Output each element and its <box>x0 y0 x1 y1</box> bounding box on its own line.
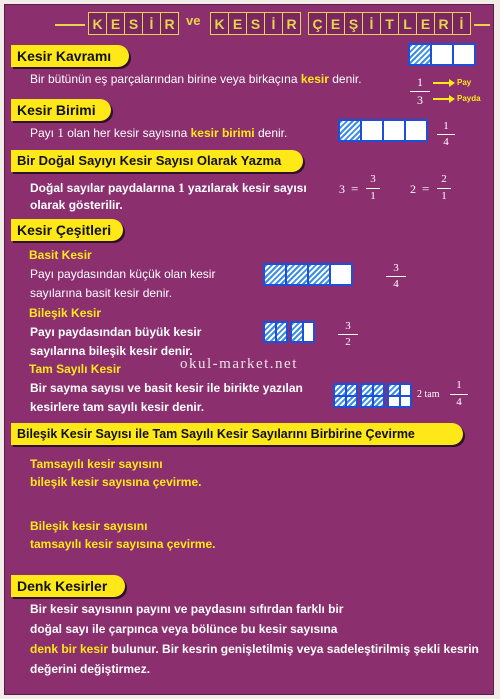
model-cell-filled <box>285 263 309 286</box>
title-letter: S <box>246 12 265 35</box>
fraction-model-bilesik <box>263 321 315 343</box>
model-whole-square <box>333 383 358 408</box>
model-whole-square <box>360 383 385 408</box>
model-divider <box>275 323 277 341</box>
model-cell-empty <box>360 119 384 142</box>
model-quarter-filled <box>389 385 399 395</box>
tam-sayili-text-line1: Bir sayma sayısı ve basit kesir ile birikte yazılan <box>30 381 303 395</box>
model-cell-filled <box>408 43 432 66</box>
equals-sign: = <box>351 181 359 196</box>
label-payda: Payda <box>457 94 481 103</box>
term-kesir: kesir <box>300 72 329 86</box>
title-letter: R <box>160 12 179 35</box>
title-letter: K <box>210 12 229 35</box>
title-letter: S <box>124 12 143 35</box>
model-cell-filled <box>263 263 287 286</box>
title-letter: İ <box>264 12 283 35</box>
frac-denominator: 1 <box>441 190 447 202</box>
title-line-right <box>474 24 490 26</box>
model-cell-empty <box>452 43 476 66</box>
poster-panel <box>4 4 494 695</box>
subheading-bilesik-kesir: Bileşik Kesir <box>29 306 102 320</box>
frac-numerator: 1 <box>417 75 423 89</box>
fraction-bar <box>366 188 380 189</box>
dogal-text-line1: Doğal sayılar paydalarına 1 yazılarak kesir sayısı <box>30 180 307 195</box>
fraction-bar <box>386 276 406 277</box>
title-letter: E <box>228 12 247 35</box>
example-whole: 3 <box>339 182 345 196</box>
title-letter: K <box>88 12 107 35</box>
title-letter: T <box>380 12 399 35</box>
model-quarter-square <box>387 383 412 408</box>
model-cell-empty <box>404 119 428 142</box>
frac-numerator: 3 <box>370 173 376 185</box>
subheading-tam-sayili-kesir: Tam Sayılı Kesir <box>29 362 121 376</box>
equals-sign: = <box>422 181 430 196</box>
watermark: okul-market.net <box>180 356 298 372</box>
fraction-bar <box>437 134 455 135</box>
heading-cevirme: Bileşik Kesir Sayısı ile Tam Sayılı Kesir Sayılarını Birbirine Çevirme <box>11 423 463 445</box>
model-half-fill <box>292 323 302 341</box>
title-letter: Ç <box>308 12 327 35</box>
title-letter: E <box>416 12 435 35</box>
arrows-icon <box>431 77 457 107</box>
dogal-text-line2: olarak gösterilir. <box>30 198 123 212</box>
fraction-bar <box>450 394 468 395</box>
model-cell-filled <box>338 119 362 142</box>
basit-text-line1: Payı paydasından küçük olan kesir <box>30 267 216 281</box>
denk-text-line4: değerini değiştirmez. <box>30 662 151 676</box>
title-letter: Ş <box>344 12 363 35</box>
fraction-bar <box>437 188 451 189</box>
frac-denominator: 3 <box>417 93 423 107</box>
frac-denominator: 4 <box>393 278 399 290</box>
birim-text: Payı 1 olan her kesir sayısına kesir birimi denir. <box>30 125 288 140</box>
cevirme-item1-line1: Tamsayılı kesir sayısını <box>30 457 163 471</box>
frac-numerator: 1 <box>456 379 462 391</box>
model-divider <box>302 323 304 341</box>
term-kesir-birimi: kesir birimi <box>190 126 255 140</box>
bilesik-text-line1: Payı paydasından büyük kesir <box>30 325 202 339</box>
model-cell-filled <box>263 321 288 343</box>
fraction-model-thirds <box>408 43 474 66</box>
frac-denominator: 4 <box>443 136 449 148</box>
title-letter: E <box>326 12 345 35</box>
heading-denk-kesirler: Denk Kesirler <box>11 575 125 597</box>
title-letter: R <box>434 12 453 35</box>
title-letter: İ <box>452 12 471 35</box>
title-letter: E <box>106 12 125 35</box>
title-letter: R <box>282 12 301 35</box>
cevirme-item2-line2: tamsayılı kesir sayısına çevirme. <box>30 537 216 551</box>
model-cell-empty <box>329 263 353 286</box>
whole-label: 2 tam <box>417 389 440 400</box>
title-line-left <box>55 24 85 26</box>
cevirme-item2-line1: Bileşik kesir sayısını <box>30 519 148 533</box>
frac-numerator: 2 <box>441 173 447 185</box>
term-denk-bir-kesir: denk bir kesir <box>30 642 109 656</box>
fraction-model-quarters <box>338 119 426 142</box>
fraction-bar <box>338 334 358 335</box>
cevirme-item1-line2: bileşik kesir sayısına çevirme. <box>30 475 202 489</box>
denk-text-line3: denk bir kesir bulunur. Bir kesrin genişletilmiş veya sadeleştirilmiş şekli kesrin <box>30 642 479 656</box>
frac-numerator: 3 <box>393 262 399 274</box>
heading-kesir-kavrami: Kesir Kavramı <box>11 45 129 67</box>
title-word-ve: ve <box>186 13 201 28</box>
basit-text-line2: sayılarına basit kesir denir. <box>30 286 173 300</box>
fraction-model-basit <box>263 263 351 286</box>
bilesik-text-line2: sayılarına bileşik kesir denir. <box>30 344 193 358</box>
model-cell-filled <box>307 263 331 286</box>
frac-denominator: 1 <box>370 190 376 202</box>
frac-denominator: 4 <box>456 396 462 408</box>
title-letter: İ <box>362 12 381 35</box>
model-cell-half <box>290 321 315 343</box>
frac-denominator: 2 <box>345 336 351 348</box>
denk-text-line2: doğal sayı ile çarpınca veya bölünce bu kesir sayısına <box>30 622 338 636</box>
heading-dogal-sayi: Bir Doğal Sayıyı Kesir Sayısı Olarak Yazma <box>11 150 303 172</box>
denk-text-line1: Bir kesir sayısının payını ve paydasını sıfırdan farklı bir <box>30 602 344 616</box>
frac-numerator: 3 <box>345 320 351 332</box>
model-cell-empty <box>430 43 454 66</box>
subheading-basit-kesir: Basit Kesir <box>29 248 92 262</box>
frac-numerator: 1 <box>443 120 449 132</box>
example-whole: 2 <box>410 182 416 196</box>
tam-sayili-text-line2: kesirlere tam sayılı kesir denir. <box>30 400 205 414</box>
kavram-text: Bir bütünün eş parçalarından birine veya birkaçına kesir denir. <box>30 72 362 86</box>
heading-kesir-birimi: Kesir Birimi <box>11 99 111 121</box>
label-pay: Pay <box>457 78 472 87</box>
title-letter: İ <box>142 12 161 35</box>
title-letter: L <box>398 12 417 35</box>
heading-kesir-cesitleri: Kesir Çeşitleri <box>11 219 123 241</box>
fraction-bar <box>410 91 430 92</box>
model-cell-empty <box>382 119 406 142</box>
